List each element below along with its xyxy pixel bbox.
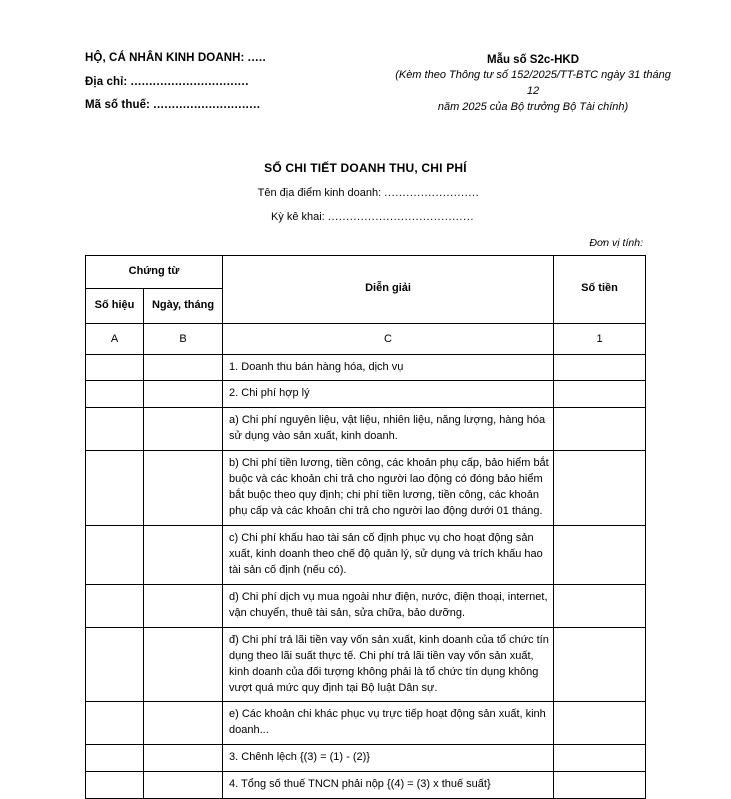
table-row (86, 526, 646, 585)
cell-amount[interactable] (554, 526, 646, 585)
cell-description: 3. Chênh lệch {(3) = (1) - (2)} (223, 745, 554, 772)
cell-amount[interactable] (554, 381, 646, 408)
cell-description: a) Chi phí nguyên liệu, vật liệu, nhiên liệu, năng lượng, hàng hóa sử dụng vào sản xuất, kinh doanh. (223, 408, 554, 451)
column-header-amount: Số tiền (554, 255, 646, 323)
cell-voucher-number[interactable] (86, 584, 144, 627)
column-letter-amount: 1 (554, 323, 646, 354)
cell-voucher-date[interactable] (144, 772, 223, 799)
address-line (85, 77, 385, 89)
column-letter-description: C (223, 323, 554, 354)
cell-amount[interactable] (554, 354, 646, 381)
form-reference-line-1: (Kèm theo Thông tư số 152/2025/TT-BTC ngày 31 tháng 12 (395, 68, 671, 100)
column-header-voucher-group: Chứng từ (86, 255, 223, 288)
declaration-period-dots: ........................................ (328, 211, 474, 223)
cell-voucher-number[interactable] (86, 408, 144, 451)
cell-voucher-number[interactable] (86, 354, 144, 381)
ledger-table (85, 255, 646, 799)
cell-voucher-number[interactable] (86, 745, 144, 772)
column-header-voucher-date: Ngày, tháng (144, 288, 223, 323)
table-row (86, 584, 646, 627)
cell-description: 1. Doanh thu bán hàng hóa, dịch vụ (223, 354, 554, 381)
table-row (86, 772, 646, 799)
column-header-description: Diễn giải (223, 255, 554, 323)
table-row (86, 381, 646, 408)
business-info-block (85, 53, 385, 124)
tax-code-dots: ............................. (153, 99, 260, 111)
business-location-label: Tên địa điểm kinh doanh: (258, 187, 382, 199)
cell-voucher-number[interactable] (86, 627, 144, 702)
address-dots: ................................ (131, 76, 249, 88)
table-row (86, 627, 646, 702)
cell-description: d) Chi phí dịch vụ mua ngoài như điện, nước, điện thoại, internet, vận chuyển, thuê tài sản, sửa chữa, bảo dưỡng. (223, 584, 554, 627)
cell-voucher-date[interactable] (144, 584, 223, 627)
unit-of-measure-label: Đơn vị tính: (0, 237, 731, 249)
cell-description: 2. Chi phí hợp lý (223, 381, 554, 408)
business-name-label: HỘ, CÁ NHÂN KINH DOANH: (85, 52, 244, 64)
cell-voucher-date[interactable] (144, 526, 223, 585)
table-row (86, 408, 646, 451)
cell-description: đ) Chi phí trả lãi tiền vay vốn sản xuất, kinh doanh của tổ chức tín dụng theo lãi suất thực tế. Chi phí trả lãi tiền vay vốn sản xuất, kinh doanh của đối tượng không phải là tổ chức tín dụng không vượt quá mức quy định tại Bộ luật Dân sự. (223, 627, 554, 702)
cell-amount[interactable] (554, 745, 646, 772)
cell-amount[interactable] (554, 408, 646, 451)
cell-description: c) Chi phí khấu hao tài sản cố định phục vụ cho hoạt động sản xuất, kinh doanh theo chế độ quản lý, sử dụng và trích khấu hao tài sản cố định (nếu có). (223, 526, 554, 585)
cell-voucher-date[interactable] (144, 408, 223, 451)
title-block (0, 161, 731, 223)
column-letter-voucher-date: B (144, 323, 223, 354)
ledger-table-head (86, 255, 646, 354)
table-row (86, 745, 646, 772)
column-header-voucher-number: Số hiệu (86, 288, 144, 323)
business-location-line (0, 188, 731, 199)
column-letter-row (86, 323, 646, 354)
cell-voucher-number[interactable] (86, 451, 144, 526)
cell-voucher-date[interactable] (144, 451, 223, 526)
address-label: Địa chỉ: (85, 76, 127, 88)
cell-amount[interactable] (554, 451, 646, 526)
business-name-line (85, 53, 385, 65)
cell-voucher-number[interactable] (86, 702, 144, 745)
cell-voucher-date[interactable] (144, 381, 223, 408)
cell-amount[interactable] (554, 584, 646, 627)
form-reference-line-2: năm 2025 của Bộ trưởng Bộ Tài chính) (395, 100, 671, 116)
cell-voucher-date[interactable] (144, 745, 223, 772)
form-code: Mẫu số S2c-HKD (395, 53, 671, 67)
cell-voucher-number[interactable] (86, 772, 144, 799)
cell-amount[interactable] (554, 702, 646, 745)
document-header (0, 0, 731, 124)
cell-amount[interactable] (554, 772, 646, 799)
cell-description: e) Các khoản chi khác phục vụ trực tiếp hoạt động sản xuất, kinh doanh... (223, 702, 554, 745)
cell-voucher-date[interactable] (144, 627, 223, 702)
table-row (86, 702, 646, 745)
ledger-table-wrapper (0, 255, 731, 799)
declaration-period-label: Kỳ kê khai: (271, 211, 325, 223)
cell-description: 4. Tổng số thuế TNCN phải nộp {(4) = (3) x thuế suất} (223, 772, 554, 799)
ledger-table-body (86, 354, 646, 799)
cell-voucher-date[interactable] (144, 354, 223, 381)
column-letter-voucher-number: A (86, 323, 144, 354)
cell-voucher-number[interactable] (86, 381, 144, 408)
business-name-dots: ..... (248, 52, 266, 64)
tax-code-label: Mã số thuế: (85, 99, 150, 111)
page-title: SỔ CHI TIẾT DOANH THU, CHI PHÍ (0, 161, 731, 175)
cell-description: b) Chi phí tiền lương, tiền công, các khoản phụ cấp, bảo hiểm bắt buộc và các khoản chi trả cho người lao động có đóng bảo hiểm bắt buộc theo quy định; chi phí tiền lương, tiền công, các khoản phụ cấp và các khoản chi trả cho người lao động dưới 01 tháng. (223, 451, 554, 526)
table-row (86, 451, 646, 526)
declaration-period-line (0, 212, 731, 223)
business-location-dots: .......................... (384, 187, 479, 199)
form-reference-block (385, 53, 671, 116)
table-row (86, 354, 646, 381)
cell-voucher-date[interactable] (144, 702, 223, 745)
header-row-group (86, 255, 646, 288)
cell-amount[interactable] (554, 627, 646, 702)
tax-code-line (85, 100, 385, 112)
cell-voucher-number[interactable] (86, 526, 144, 585)
